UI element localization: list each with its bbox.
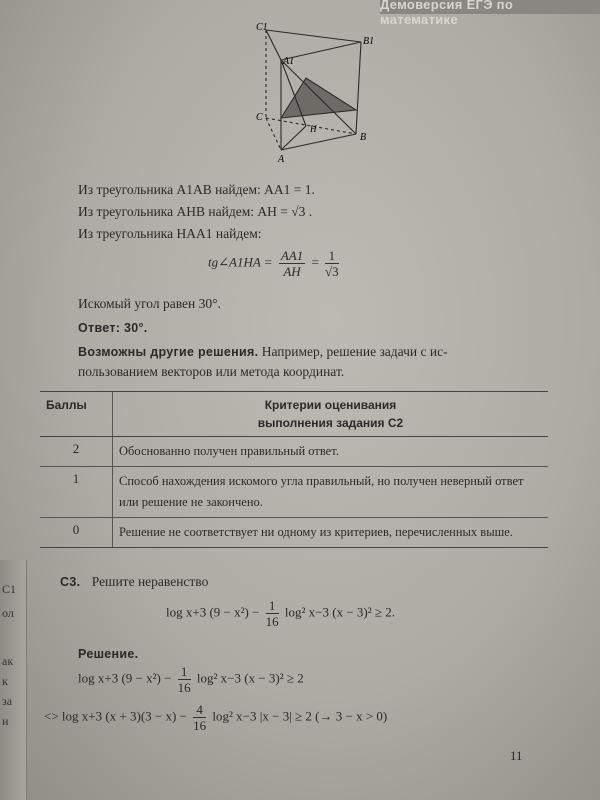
edge-fragment: и (2, 714, 9, 728)
label-b1: B1 (363, 36, 375, 47)
denominator: √3 (325, 264, 339, 279)
edge-fragment: ак (2, 654, 14, 668)
step-left: <> log x+3 (x + 3)(3 − x) − (44, 708, 187, 724)
criteria-cell: Способ нахождения искомого угла правильный, но получен неверный ответ или решение не закончено. (113, 467, 549, 518)
other-solutions-text: Например, решение задачи с ис- (258, 344, 448, 359)
tangent-formula (208, 248, 342, 279)
equals-sign: = (311, 254, 319, 270)
page-number: 11 (510, 748, 523, 763)
header-criteria-line-2: выполнения задания С2 (257, 416, 404, 430)
criteria-cell: Обоснованно получен правильный ответ. (113, 437, 549, 467)
table-row (40, 518, 548, 548)
header-points: Баллы (40, 392, 113, 437)
edge-fragment: C1 (2, 582, 17, 596)
edge-fragment: за (2, 694, 13, 708)
denominator: 16 (177, 680, 191, 695)
other-solutions-line-1 (78, 344, 448, 360)
solution-line-2: Из треугольника AHB найдем: AH = √3 . (78, 204, 313, 219)
denominator: AH (283, 264, 301, 279)
step-left: log x+3 (9 − x²) − (78, 670, 172, 686)
label-b: B (360, 132, 367, 143)
task-c3-heading (60, 574, 208, 590)
label-h: H (310, 124, 317, 134)
other-solutions-line-2: пользованием векторов или метода координат. (78, 364, 345, 379)
numerator: 1 (178, 664, 191, 680)
denominator: 16 (265, 614, 279, 629)
fraction (178, 664, 191, 695)
numerator: 4 (193, 702, 206, 718)
header-title: Демоверсия ЕГЭ по математике (380, 0, 514, 27)
running-header (380, 0, 600, 27)
book-page (26, 0, 600, 800)
solution-line-3: Из треугольника HAA1 найдем: (78, 226, 262, 241)
adjacent-page-edge (0, 560, 27, 800)
formula-lhs: tg∠A1HA = (208, 254, 273, 270)
inequality-left: log x+3 (9 − x²) − (166, 604, 260, 620)
table-row (40, 437, 548, 467)
fraction (279, 248, 305, 279)
solution-label: Решение. (78, 647, 139, 661)
numerator: AA1 (280, 248, 304, 263)
fraction (266, 598, 279, 629)
inequality (166, 598, 395, 629)
task-label: С3. (60, 575, 81, 589)
edge-fragment: к (2, 674, 8, 688)
label-c1: C1 (256, 22, 268, 33)
inequality-right: log² x−3 (x − 3)² ≥ 2. (284, 604, 396, 620)
step-right: log² x−3 (x − 3)² ≥ 2 (196, 670, 304, 686)
answer-text: Ответ: 30°. (78, 321, 148, 335)
solution-line-1: Из треугольника A1AB найдем: AA1 = 1. (78, 182, 315, 197)
points-cell: 1 (40, 467, 113, 518)
other-solutions-label: Возможны другие решения. (78, 345, 259, 359)
fraction (325, 248, 339, 279)
table-header-row (40, 392, 548, 437)
table-row (40, 467, 548, 518)
step-right: log² x−3 |x − 3| ≥ 2 (→ 3 − x > 0) (212, 708, 388, 724)
answer-line (78, 320, 148, 336)
solution-step-2 (44, 702, 387, 733)
criteria-cell: Решение не соответствует ни одному из критериев, перечисленных выше. (113, 518, 549, 548)
label-c: C (256, 112, 263, 123)
angle-result: Искомый угол равен 30°. (78, 296, 221, 311)
solution-heading (78, 646, 138, 662)
prism-figure (226, 18, 396, 178)
solution-step-1 (78, 664, 304, 695)
criteria-table (40, 391, 548, 548)
header-criteria (113, 392, 549, 437)
header-criteria-line-1: Критерии оценивания (264, 398, 397, 412)
numerator: 1 (325, 248, 339, 264)
task-statement: Решите неравенство (91, 574, 209, 589)
fraction (193, 702, 206, 733)
denominator: 16 (193, 718, 207, 733)
points-cell: 2 (40, 437, 113, 467)
label-a1: A1 (283, 56, 295, 67)
shaded-triangle (281, 78, 356, 118)
numerator: 1 (266, 598, 279, 614)
points-cell: 0 (40, 518, 113, 548)
edge-fragment: ол (2, 606, 14, 620)
label-a: A (278, 154, 285, 165)
